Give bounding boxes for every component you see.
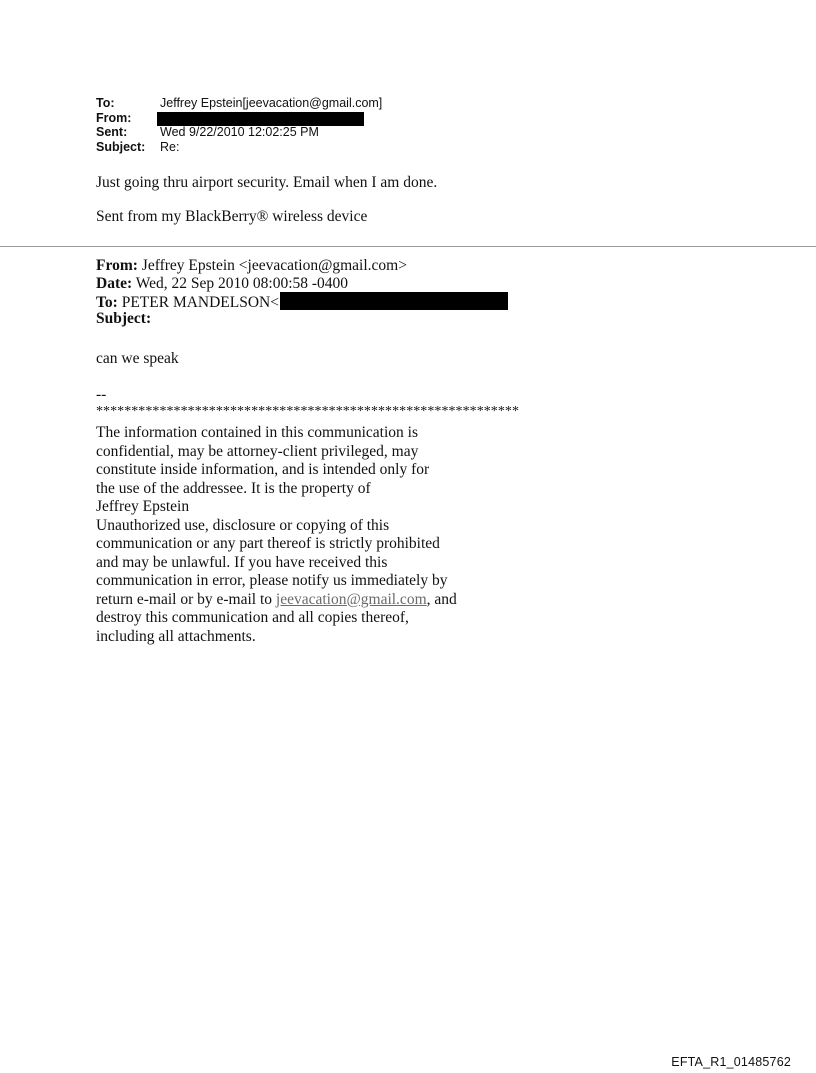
disclaimer-line: Unauthorized use, disclosure or copying of this [96,516,390,534]
subject-label: Subject: [96,139,146,154]
disclaimer-line: The information contained in this communication is [96,424,418,441]
forwarded-header [96,257,508,327]
fwd-subject-label: Subject: [96,309,152,327]
divider-line [0,246,816,247]
disclaimer-text: return e-mail or by e-mail to [96,590,276,608]
to-label: To: [96,96,115,110]
redaction-box [157,112,364,126]
fwd-to-value: PETER MANDELSON< [121,294,279,311]
stars-separator: ************************************************************ [96,404,519,419]
disclaimer-line: destroy this communication and all copies thereof, [96,609,409,626]
sent-value: Wed 9/22/2010 12:02:25 PM [160,125,319,139]
disclaimer-line-with-link [96,591,516,610]
fwd-date-value: Wed, 22 Sep 2010 08:00:58 -0400 [135,274,349,292]
confidentiality-disclaimer [96,424,516,646]
fwd-to-row [96,292,508,310]
to-value: Jeffrey Epstein[jeevacation@gmail.com] [160,96,383,110]
reply-body: Just going thru airport security. Email when I am done. [96,174,438,191]
reply-signature: Sent from my BlackBerry® wireless device [96,208,368,225]
fwd-body: can we speak [96,350,179,367]
fwd-to-label: To: [96,294,118,311]
fwd-subject-row [96,310,508,328]
document-id: EFTA_R1_01485762 [671,1055,791,1069]
disclaimer-line: constitute inside information, and is intended only for [96,461,430,478]
sent-label: Sent: [96,125,128,139]
disclaimer-text: , and [426,590,457,608]
fwd-from-value: Jeffrey Epstein <jeevacation@gmail.com> [141,257,407,274]
fwd-from-label: From: [96,257,138,274]
disclaimer-line: communication or any part thereof is strictly prohibited [96,535,440,552]
disclaimer-line: the use of the addressee. It is the property of [96,479,371,497]
subject-value: Re: [160,139,180,154]
disclaimer-line: Jeffrey Epstein [96,498,190,515]
disclaimer-line: confidential, may be attorney-client privileged, may [96,442,419,460]
fwd-from-row [96,257,508,275]
from-label: From: [96,110,132,125]
fwd-date-label: Date: [96,274,133,292]
disclaimer-line: communication in error, please notify us immediately by [96,572,448,589]
email-link[interactable]: jeevacation@gmail.com [275,590,427,608]
fwd-date-row [96,275,508,293]
redaction-box [280,292,508,310]
disclaimer-line: including all attachments. [96,627,256,645]
sig-dashes: -- [96,386,107,403]
disclaimer-line: and may be unlawful. If you have received this [96,553,388,571]
